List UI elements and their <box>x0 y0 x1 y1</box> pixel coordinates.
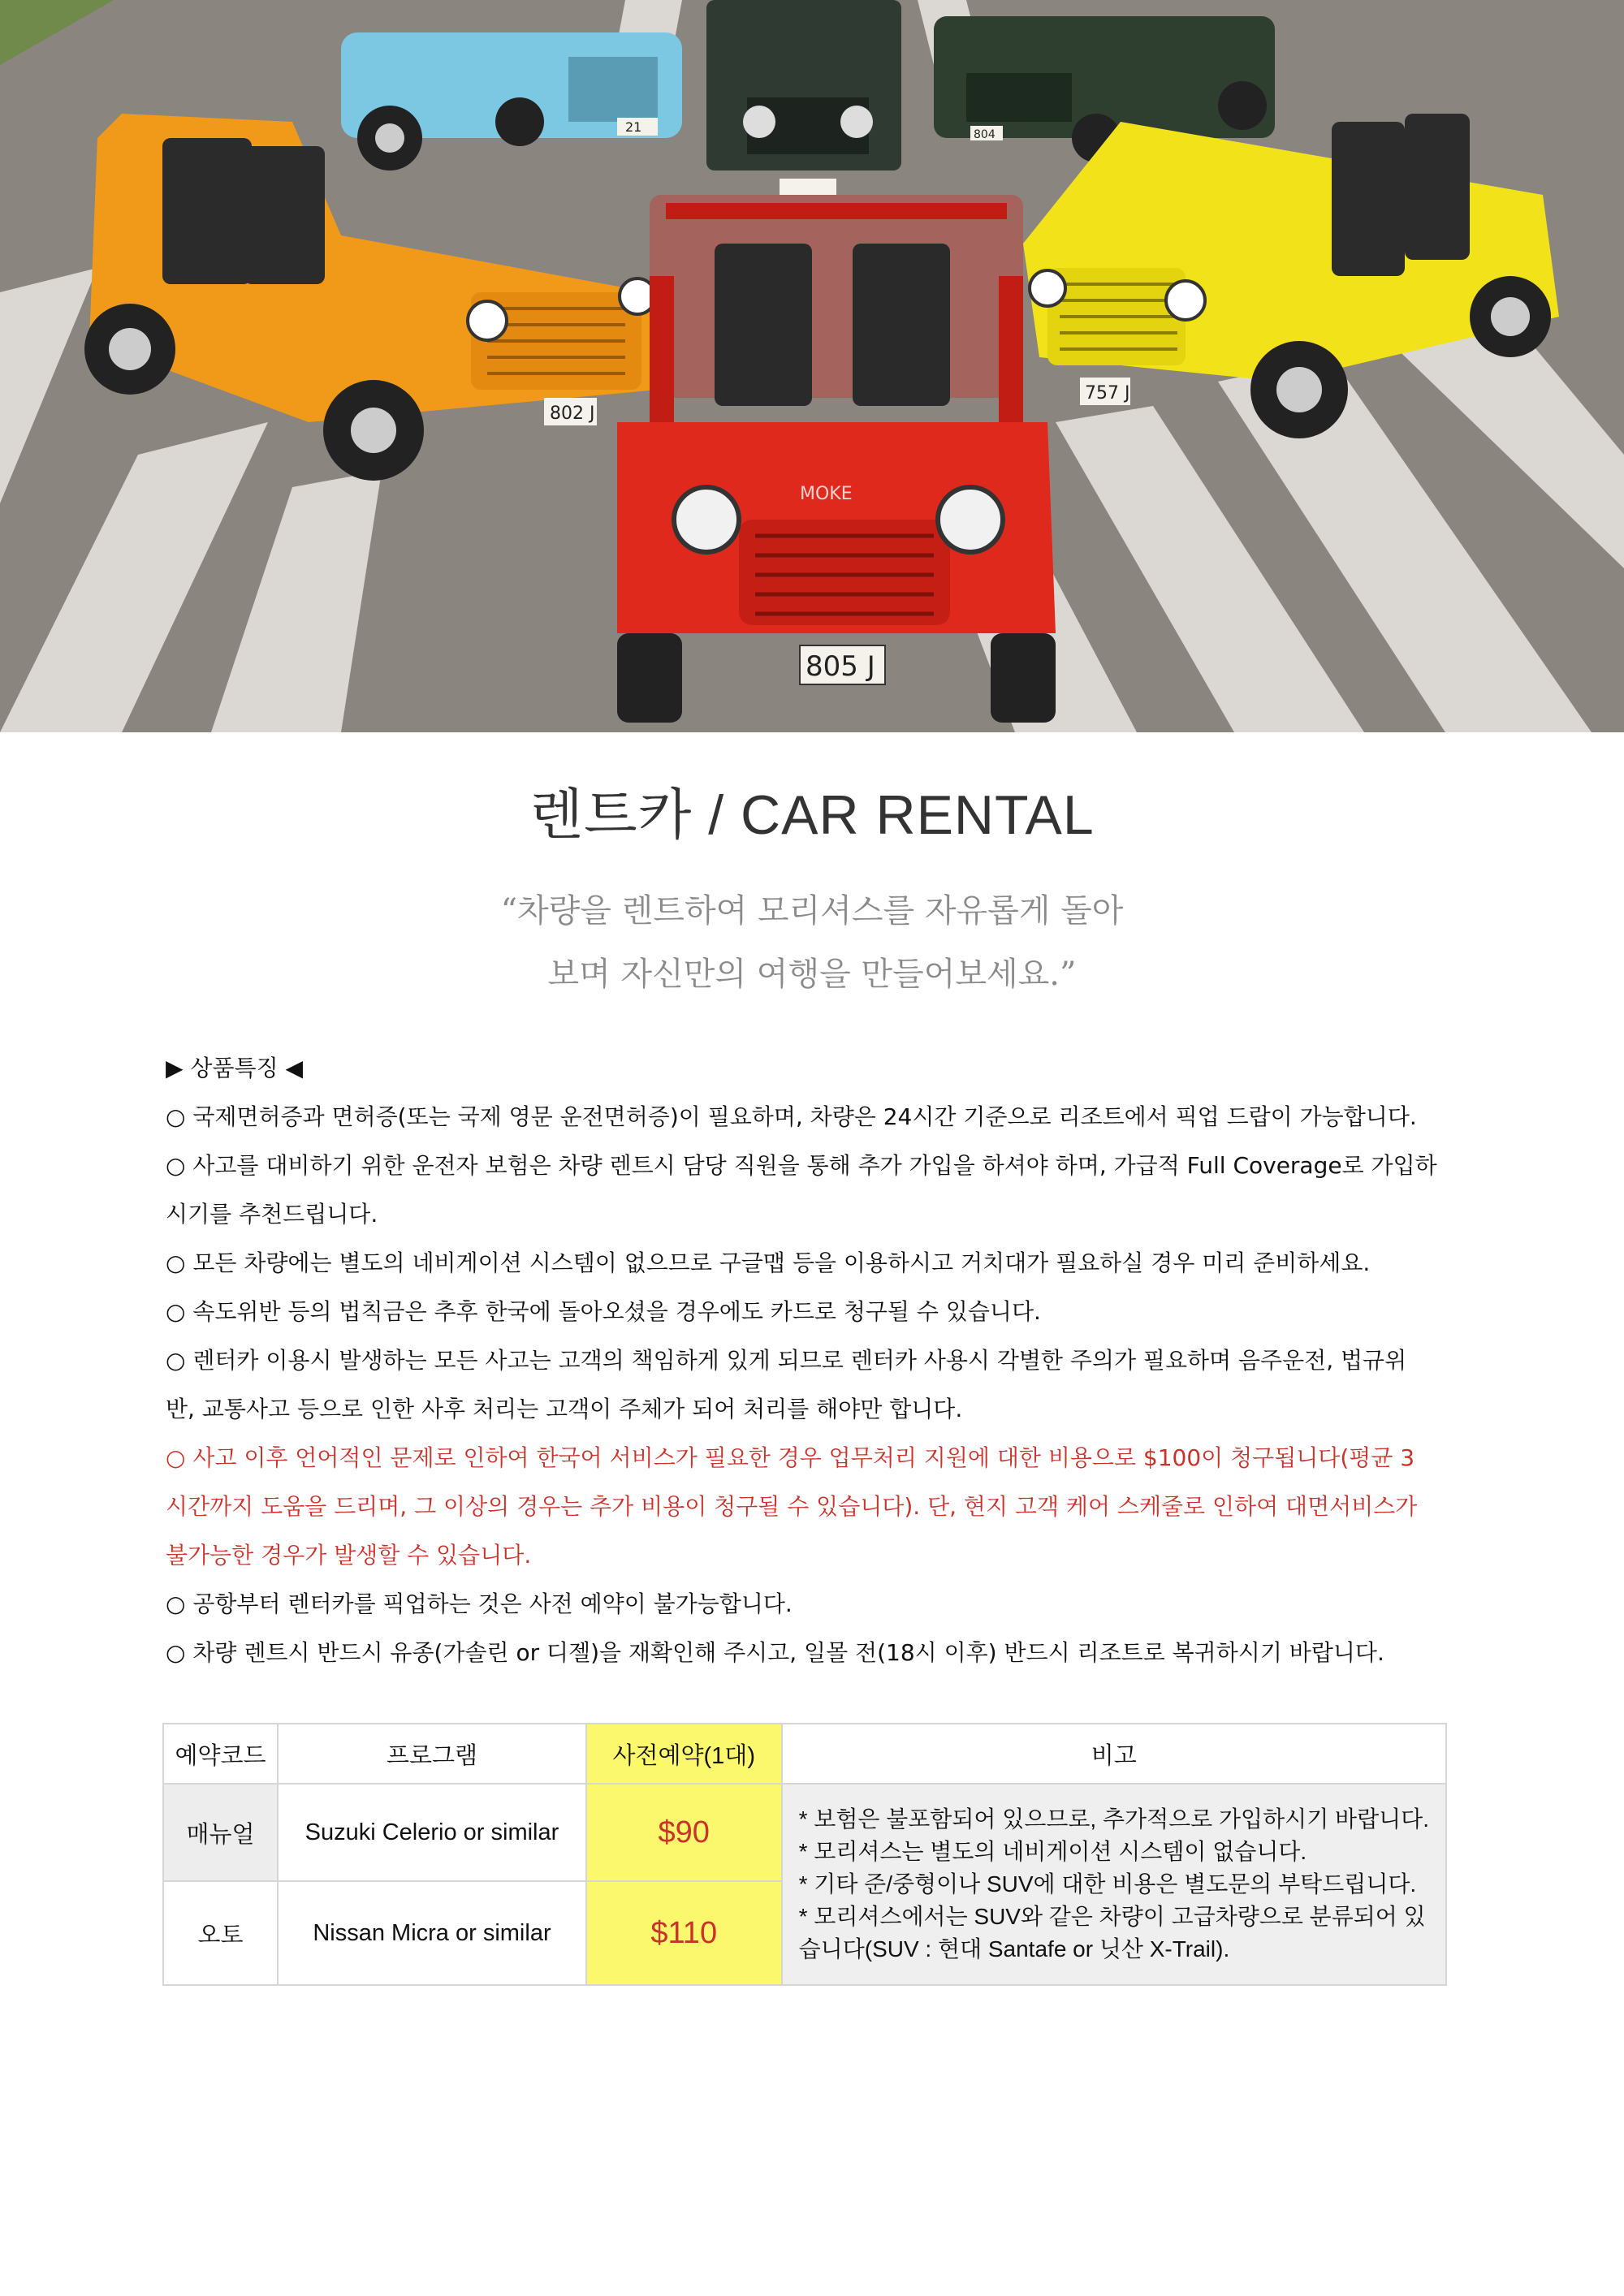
reservation-code: 매뉴얼 <box>163 1784 278 1881</box>
program-name: Suzuki Celerio or similar <box>278 1784 586 1881</box>
quote-line-1: “차량을 렌트하여 모리셔스를 자유롭게 돌아 <box>500 892 1124 930</box>
feature-item: ○ 공항부터 렌터카를 픽업하는 것은 사전 예약이 불가능합니다. <box>166 1590 793 1617</box>
header-reservation-code: 예약코드 <box>163 1724 278 1784</box>
remark-line: * 모리셔스는 별도의 네비게이션 시스템이 없습니다. <box>798 1839 1307 1864</box>
page-title: 렌트카 / CAR RENTAL <box>529 784 1095 846</box>
price-table <box>162 1723 1447 1986</box>
feature-item: 시기를 추천드립니다. <box>166 1201 378 1228</box>
remark-line: * 기타 준/중형이나 SUV에 대한 비용은 별도문의 부탁드립니다. <box>798 1871 1417 1897</box>
svg-text:802 J: 802 J <box>550 404 595 424</box>
header-remarks: 비고 <box>782 1724 1446 1784</box>
feature-item: ○ 속도위반 등의 법칙금은 추후 한국에 돌아오셨을 경우에도 카드로 청구될 수 있습니다. <box>166 1298 1041 1325</box>
price: $90 <box>586 1784 782 1881</box>
feature-item: ○ 렌터카 이용시 발생하는 모든 사고는 고객의 책임하게 있게 되므로 렌터카 사용시 각별한 주의가 필요하며 음주운전, 법규위 <box>166 1347 1407 1374</box>
feature-item: 반, 교통사고 등으로 인한 사후 처리는 고객이 주체가 되어 처리를 해야만 합니다. <box>166 1396 963 1422</box>
feature-item-warning: ○ 사고 이후 언어적인 문제로 인하여 한국어 서비스가 필요한 경우 업무처리 지원에 대한 비용으로 $100이 청구됩니다(평균 3 <box>166 1444 1415 1471</box>
remark-line: * 보험은 불포함되어 있으므로, 추가적으로 가입하시기 바랍니다. <box>798 1806 1429 1832</box>
product-features <box>166 1044 1465 1677</box>
svg-text:805 J: 805 J <box>806 650 875 683</box>
svg-text:MOKE: MOKE <box>800 484 853 504</box>
header-advance-booking: 사전예약(1대) <box>586 1724 782 1784</box>
table-row <box>163 1784 1446 1881</box>
feature-item: ○ 사고를 대비하기 위한 운전자 보험은 차량 렌트시 담당 직원을 통해 추가 가입을 하셔야 하며, 가급적 Full Coverage로 가입하 <box>166 1152 1437 1179</box>
feature-item-warning: 불가능한 경우가 발생할 수 있습니다. <box>166 1542 532 1569</box>
svg-text:804: 804 <box>974 128 996 141</box>
program-name: Nissan Micra or similar <box>278 1881 586 1985</box>
moke-cars-illustration <box>0 0 1624 732</box>
header-program: 프로그램 <box>278 1724 586 1784</box>
reservation-code: 오토 <box>163 1881 278 1985</box>
price: $110 <box>586 1881 782 1985</box>
feature-item: ○ 국제면허증과 면허증(또는 국제 영문 운전면허증)이 필요하며, 차량은 24시간 기준으로 리조트에서 픽업 드랍이 가능합니다. <box>166 1103 1417 1130</box>
table-header-row <box>163 1724 1446 1784</box>
hero-image <box>0 0 1624 732</box>
svg-text:757 J: 757 J <box>1085 383 1130 404</box>
svg-text:21: 21 <box>625 119 642 135</box>
remark-line: * 모리셔스에서는 SUV와 같은 차량이 고급차량으로 분류되어 있 <box>798 1904 1426 1929</box>
remarks-notes <box>782 1784 1446 1985</box>
feature-item: ○ 차량 렌트시 반드시 유종(가솔린 or 디젤)을 재확인해 주시고, 일몰 전(18시 이후) 반드시 리조트로 복귀하시기 바랍니다. <box>166 1639 1384 1666</box>
remark-line: 습니다(SUV : 현대 Santafe or 닛산 X-Trail). <box>798 1936 1230 1962</box>
feature-item: ○ 모든 차량에는 별도의 네비게이션 시스템이 없으므로 구글맵 등을 이용하시고 거치대가 필요하실 경우 미리 준비하세요. <box>166 1249 1371 1276</box>
quote-line-2: 보며 자신만의 여행을 만들어보세요.” <box>547 956 1077 993</box>
features-heading: ▶ 상품특징 ◀ <box>166 1055 304 1081</box>
feature-item-warning: 시간까지 도움을 드리며, 그 이상의 경우는 추가 비용이 청구될 수 있습니다). 단, 현지 고객 케어 스케줄로 인하여 대면서비스가 <box>166 1493 1418 1520</box>
dark-green-car <box>706 0 901 195</box>
